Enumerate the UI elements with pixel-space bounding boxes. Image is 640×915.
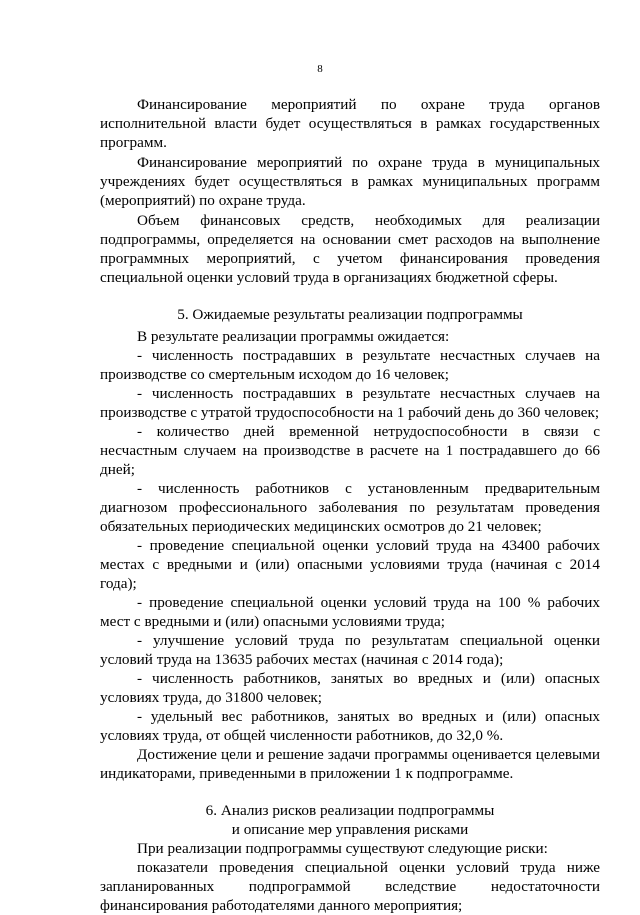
section-5-heading: 5. Ожидаемые результаты реализации подпрограммы <box>177 306 523 323</box>
section-5-intro: В результате реализации программы ожидается: <box>137 328 450 345</box>
expected-result-item: - удельный вес работников, занятых во вредных и (или) опасных условиях труда, от общей численности работников, до 32,0 %. <box>100 708 600 744</box>
expected-result-item: - улучшение условий труда по результатам специальной оценки условий труда на 13635 рабочих местах (начиная с 2014 года); <box>100 632 600 668</box>
section-5-conclusion: Достижение цели и решение задачи программы оценивается целевыми индикаторами, приведенными в приложении 1 к подпрограмме. <box>100 746 600 782</box>
expected-result-item: - численность пострадавших в результате несчастных случаев на производстве со смертельным исходом до 16 человек; <box>100 347 600 383</box>
page-number: 8 <box>317 63 323 75</box>
risk-item: показатели проведения специальной оценки условий труда ниже запланированных подпрограммой вследствие недостаточности финансирования работодателями данного мероприятия; <box>100 859 600 914</box>
expected-result-item: - проведение специальной оценки условий труда на 100 % рабочих мест с вредными и (или) опасными условиями труда; <box>100 594 600 630</box>
document-body <box>100 95 600 915</box>
section-6-heading-line-1: 6. Анализ рисков реализации подпрограммы <box>205 802 495 819</box>
paragraph-funding-municipal: Финансирование мероприятий по охране труда в муниципальных учреждениях будет осуществляться в рамках муниципальных программ (мероприятий) по охране труда. <box>100 154 600 209</box>
expected-result-item: - численность работников с установленным предварительным диагнозом профессионального заболевания по результатам проведения обязательных периодических медицинских осмотров до 21 человек; <box>100 480 600 535</box>
expected-result-item: - проведение специальной оценки условий труда на 43400 рабочих местах с вредными и (или) опасными условиями труда (начиная с 2014 года); <box>100 537 600 592</box>
section-6-heading-line-2: и описание мер управления рисками <box>231 821 469 838</box>
paragraph-funding-executive: Финансирование мероприятий по охране труда органов исполнительной власти будет осуществляться в рамках государственных программ. <box>100 96 600 151</box>
paragraph-funding-volume: Объем финансовых средств, необходимых для реализации подпрограммы, определяется на основании смет расходов на выполнение программных мероприятий, с учетом финансирования проведения специальной оценки условий труда в организациях бюджетной сферы. <box>100 212 600 286</box>
expected-result-item: - численность работников, занятых во вредных и (или) опасных условиях труда, до 31800 человек; <box>100 670 600 706</box>
expected-result-item: - численность пострадавших в результате несчастных случаев на производстве с утратой трудоспособности на 1 рабочий день до 360 человек; <box>100 385 600 421</box>
section-6-intro: При реализации подпрограммы существуют следующие риски: <box>137 840 548 857</box>
expected-result-item: - количество дней временной нетрудоспособности в связи с несчастным случаем на производстве в расчете на 1 пострадавшего до 66 дней; <box>100 423 600 478</box>
